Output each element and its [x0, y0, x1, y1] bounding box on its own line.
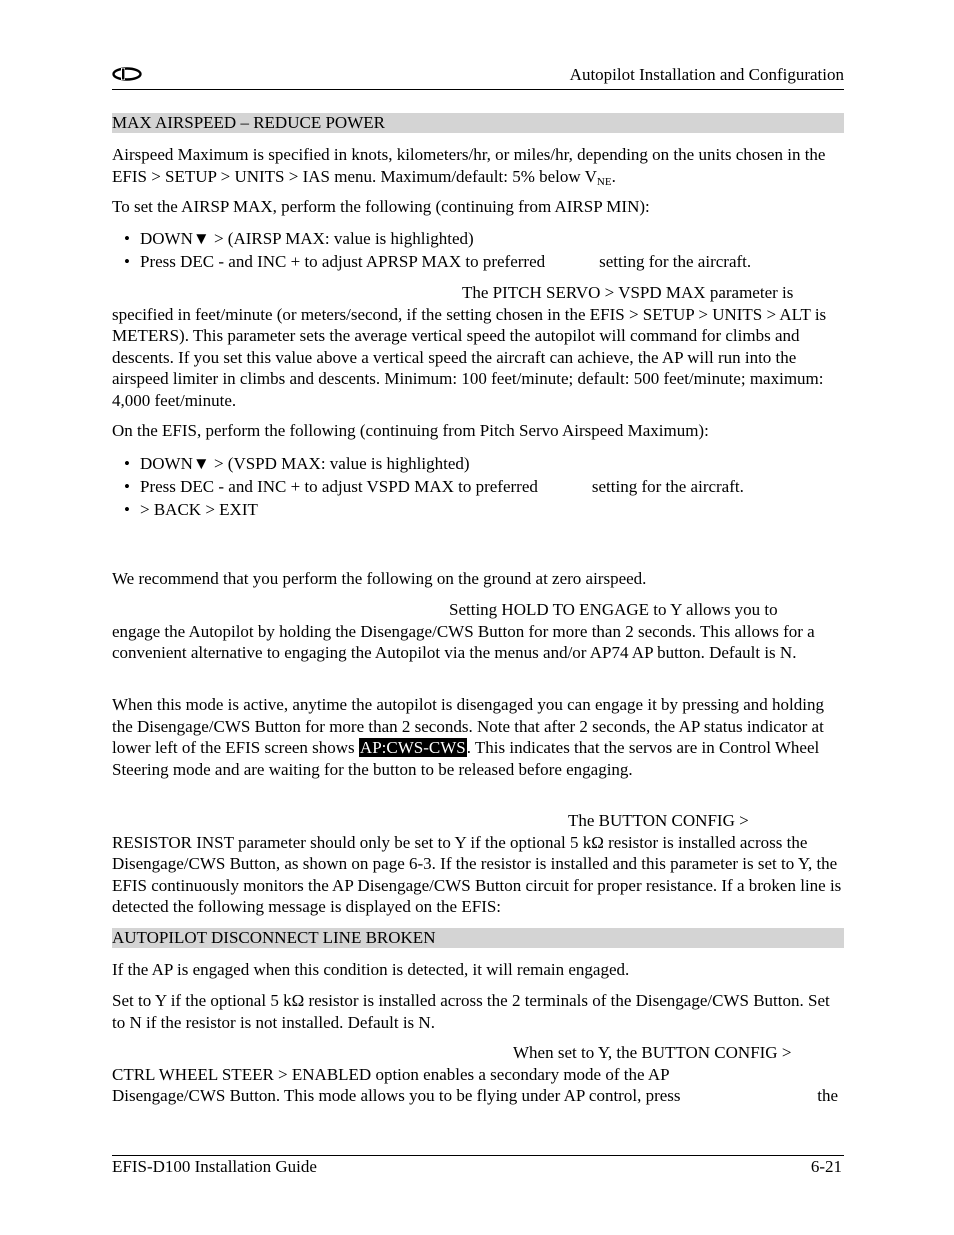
list-vspd-steps [124, 452, 844, 521]
list-airsp-steps [124, 227, 844, 273]
header-section-title: Autopilot Installation and Configuration [569, 65, 844, 84]
brand-logo-icon [112, 66, 142, 86]
section-bar-max-airspeed [112, 113, 844, 133]
paragraph-ap-engaged: If the AP is engaged when this condition is detected, it will remain engaged. [112, 960, 630, 979]
subscript-ne: NE [596, 175, 612, 188]
paragraph-airspeed-max: Airspeed Maximum is specified in knots, kilometers/hr, or miles/hr, depending on the units chosen in the EFIS > SETUP > UNITS > IAS menu. Maximum/default: 5% below $V_{NE}$. [112, 145, 826, 188]
section-bar-label: MAX AIRSPEED – REDUCE POWER [112, 113, 385, 132]
list-item: • DOWN▼ > (VSPD MAX: value is highlighted) [124, 452, 844, 475]
paragraph-mode-active: When this mode is active, anytime the autopilot is disengaged you can engage it by pressing and holding the Disengage/CWS Button for more than 2 seconds. Note that after 2 seconds, the AP status indicator at lower left of the EFIS screen shows AP:CWS-CWS. This indicates that the servos are in Control Wheel Steering mode and are waiting for the button to be released before engaging. [112, 695, 824, 779]
paragraph-on-efis: On the EFIS, perform the following (continuing from Pitch Servo Airspeed Maximum): [112, 421, 709, 440]
paragraph-resistor-inst: The BUTTON CONFIG > RESISTOR INST parameter should only be set to Y if the optional 5 kΩ resistor is installed across the Disengage/CWS Button, as shown on page 6-3. If the resistor is installed and this parameter is set to Y, the EFIS continuously monitors the AP Disengage/CWS Button circuit for proper resistance. If a broken line is detected the following message is displayed on the EFIS: [112, 811, 842, 916]
list-item: • > BACK > EXIT [124, 498, 844, 521]
paragraph-recommend: We recommend that you perform the following on the ground at zero airspeed. [112, 569, 647, 588]
paragraph-set-to-y: Set to Y if the optional 5 kΩ resistor is installed across the 2 terminals of the Disengage/CWS Button. Set to N if the resistor is not installed. Default is N. [112, 991, 830, 1032]
paragraph-hold-to-engage: Setting HOLD TO ENGAGE to Y allows you to engage the Autopilot by holding the Disengage/CWS Button for more than 2 seconds. This allows for a convenient alternative to engaging the Autopilot via the menus and/or AP74 AP button. Default is N. [112, 600, 815, 662]
paragraph-ctrl-wheel-steer: When set to Y, the BUTTON CONFIG > CTRL WHEEL STEER > ENABLED option enables a secondary mode of the AP Disengage/CWS Button. This mode allows you to be flying under AP control, press the [112, 1043, 838, 1105]
section-bar-label: AUTOPILOT DISCONNECT LINE BROKEN [112, 928, 436, 947]
footer-divider [112, 1155, 844, 1156]
footer-page-number: 6-21 [810, 1157, 842, 1176]
paragraph-set-airsp: To set the AIRSP MAX, perform the following (continuing from AIRSP MIN): [112, 197, 650, 216]
section-bar-disconnect [112, 928, 844, 948]
paragraph-vspd-max: The PITCH SERVO > VSPD MAX parameter is specified in feet/minute (or meters/second, if the setting chosen in the EFIS > SETUP > UNITS > ALT is METERS). This parameter sets the average vertical speed the autopilot will command for climbs and descents. If you set this value above a vertical speed the aircraft can achieve, the AP will run into the airspeed limiter in climbs and descents. Minimum: 100 feet/minute; default: 500 feet/minute; maximum: 4,000 feet/minute. [112, 283, 827, 410]
list-item: • Press DEC - and INC + to adjust APRSP MAX to preferred setting for the aircraft. [124, 250, 844, 273]
footer-guide-name: EFIS-D100 Installation Guide [112, 1157, 317, 1176]
status-indicator-highlight: AP:CWS-CWS [359, 738, 466, 757]
header-divider [112, 89, 844, 90]
list-item: • Press DEC - and INC + to adjust VSPD MAX to preferred setting for the aircraft. [124, 475, 844, 498]
list-item: • DOWN▼ > (AIRSP MAX: value is highlighted) [124, 227, 844, 250]
